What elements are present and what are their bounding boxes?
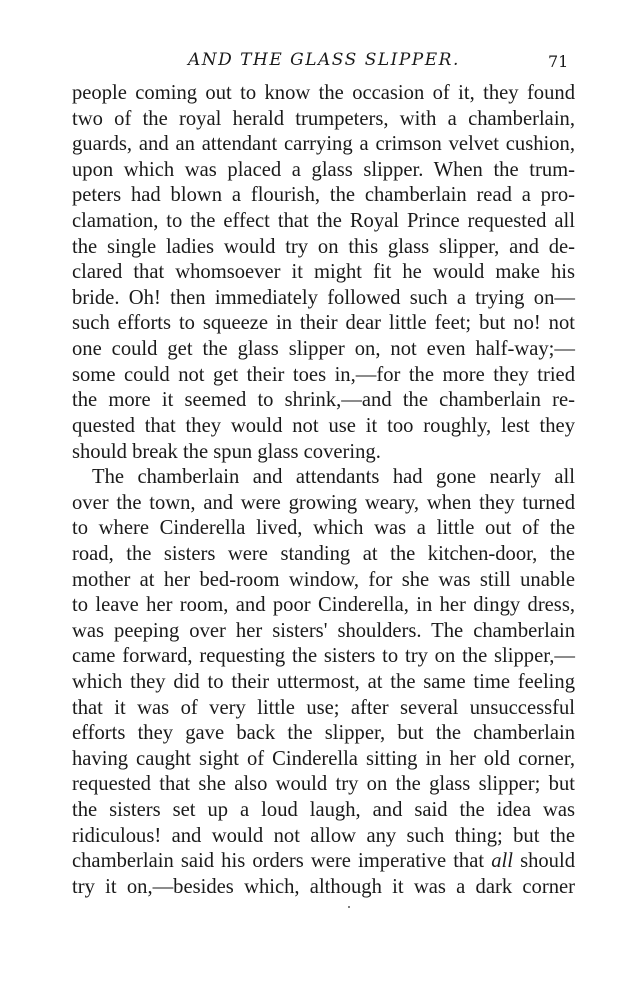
text-line: try it on,—besides which, although it was a dark corner [72,875,575,898]
emphasis-all: all [491,850,513,873]
running-title: AND THE GLASS SLIPPER. [188,50,460,70]
text-line: peters had blown a flourish, the chamberlain read a pro- [72,184,575,207]
text-line: some could not get their toes in,—for the more they tried [72,363,575,386]
text-line: the more it seemed to shrink,—and the chamberlain re- [72,389,575,412]
text-line: that it was of very little use; after several unsuccessful [72,696,575,719]
text-line: over the town, and were growing weary, when they turned [72,491,575,514]
text-line: the sisters set up a loud laugh, and said the idea was [72,799,575,822]
text-line: ridiculous! and would not allow any such thing; but the [72,824,575,847]
text-line: having caught sight of Cinderella sitting in her old corner, [72,747,575,770]
text-line: road, the sisters were standing at the kitchen-door, the [72,542,575,565]
text-line: came forward, requesting the sisters to try on the slipper,— [72,645,575,668]
text-line: clared that whomsoever it might fit he would make his [72,261,575,284]
text-line: to where Cinderella lived, which was a little out of the [72,517,575,540]
page-number: 71 [548,52,569,71]
text-line: The chamberlain and attendants had gone nearly all [92,466,575,489]
text-line: mother at her bed-room window, for she was still unable [72,568,575,591]
text-line: requested that she also would try on the glass slipper; but [72,773,575,796]
text-line: chamberlain said his orders were imperative that all should [72,850,575,873]
text-line: such efforts to squeeze in their dear little feet; but no! not [72,312,575,335]
page-body [72,81,575,901]
text-line: to leave her room, and poor Cinderella, in her dingy dress, [72,594,575,617]
text-line: clamation, to the effect that the Royal Prince requested all [72,210,575,233]
text-line: which they did to their uttermost, at the same time feeling [72,671,575,694]
text-line: should break the spun glass covering. [72,440,381,463]
text-line: was peeping over her sisters' shoulders. The chamberlain [72,619,575,642]
print-speck [348,906,350,908]
text-line: the single ladies would try on this glass slipper, and de- [72,235,575,258]
text-line: bride. Oh! then immediately followed such a trying on— [72,286,575,309]
text-line: one could get the glass slipper on, not even half-way;— [72,338,575,361]
text-line: people coming out to know the occasion of it, they found [72,82,575,104]
paragraph-1 [72,81,575,465]
paragraph-2 [72,465,575,900]
text-line: guards, and an attendant carrying a crimson velvet cushion, [72,133,575,156]
text-line: upon which was placed a glass slipper. When the trum- [72,158,575,181]
text-line: two of the royal herald trumpeters, with a chamberlain, [72,107,575,130]
text-line: quested that they would not use it too roughly, lest they [72,414,575,437]
text-line: efforts they gave back the slipper, but the chamberlain [72,722,575,745]
